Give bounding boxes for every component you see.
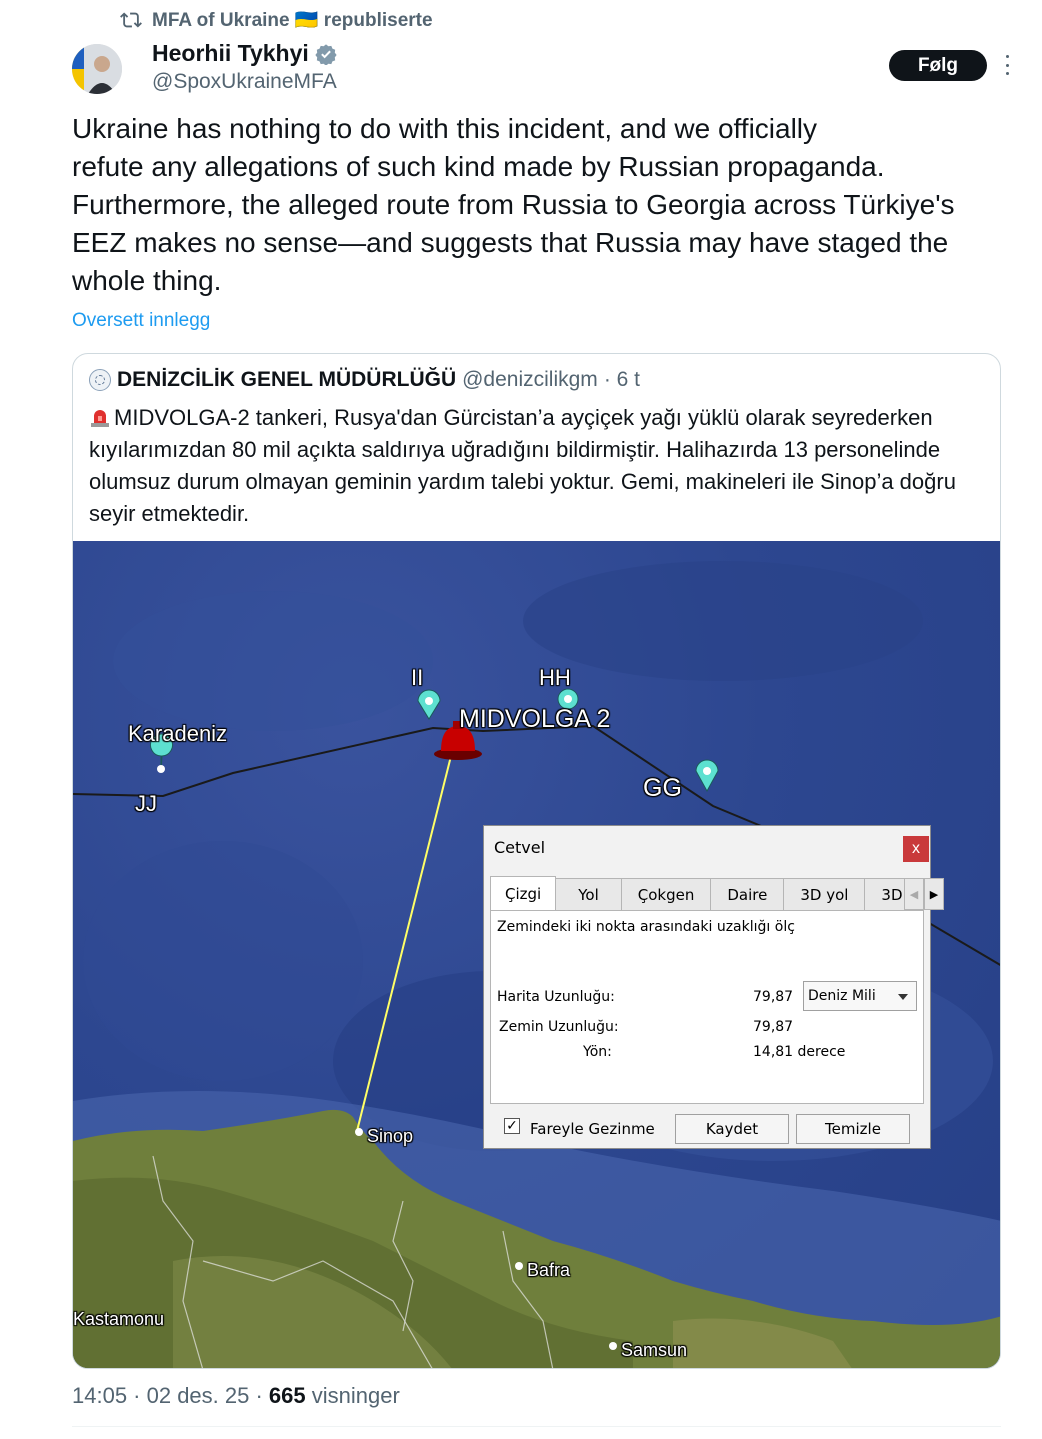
chevron-left-icon[interactable]: ◀: [904, 878, 924, 910]
map-image[interactable]: [73, 541, 1001, 1369]
tweet-text: Ukraine has nothing to do with this incident, and we officially refute any allegations of such kind made by Russian propaganda. Furthermore, the alleged route from Russia to Georgia across Türkiye's EEZ makes no sense—and suggests that Russia may have staged the whole thing.: [72, 113, 955, 296]
tab-scroll: [904, 878, 944, 910]
quoted-avatar: [89, 369, 111, 391]
map-length-label: Harita Uzunluğu:: [497, 989, 615, 1005]
unit-select-value: Deniz Mili: [808, 988, 876, 1004]
repost-icon: [120, 9, 142, 31]
map-length-value: 79,87: [753, 989, 794, 1005]
map-label-jj: JJ: [135, 791, 157, 816]
view-count-label: visninger: [305, 1383, 400, 1408]
ruler-description: Zemindeki iki nokta arasındaki uzaklığı ölç: [497, 919, 795, 935]
map-label-midvolga: MIDVOLGA 2: [459, 705, 611, 733]
ground-length-label: Zemin Uzunluğu:: [499, 1019, 619, 1035]
avatar[interactable]: [72, 44, 122, 94]
close-icon[interactable]: x: [903, 836, 929, 862]
repost-text[interactable]: MFA of Ukraine 🇺🇦 republiserte: [152, 10, 433, 31]
mouse-navigation-label[interactable]: Fareyle Gezinme: [530, 1120, 655, 1138]
ruler-dialog-title: Cetvel: [494, 838, 546, 857]
tab-3d-path[interactable]: 3D yol: [783, 878, 865, 910]
tweet-timestamp[interactable]: 14:05 · 02 des. 25 ·: [72, 1383, 269, 1408]
divider: [72, 1426, 1001, 1427]
ground-length-value: 79,87: [753, 1019, 794, 1035]
chevron-down-icon: [898, 994, 908, 1000]
tab-circle[interactable]: Daire: [710, 878, 784, 910]
tab-3d-polygon[interactable]: 3D: [864, 878, 922, 910]
siren-icon: [89, 406, 111, 428]
quoted-time: · 6 t: [603, 368, 640, 391]
author-name-row[interactable]: [152, 40, 337, 67]
translate-link[interactable]: Oversett innlegg: [72, 310, 211, 331]
view-count: 665: [268, 1383, 306, 1408]
ruler-dialog: [483, 825, 939, 1149]
quoted-tweet-header: [89, 368, 640, 392]
map-label-sinop: Sinop: [367, 1126, 414, 1146]
quoted-tweet[interactable]: [72, 353, 1001, 1369]
map-label-ii: II: [411, 665, 424, 690]
avatar-image: [72, 44, 122, 94]
heading-label: Yön:: [583, 1044, 612, 1060]
author-name[interactable]: Heorhii Tykhyi: [152, 40, 309, 66]
tab-line[interactable]: Çizgi: [490, 876, 556, 910]
quoted-author-handle: @denizcilikgm: [462, 368, 598, 391]
clear-button[interactable]: Temizle: [796, 1114, 910, 1144]
quoted-tweet-text: [89, 402, 989, 530]
author-handle[interactable]: @SpoxUkraineMFA: [152, 70, 337, 93]
more-options-icon[interactable]: [998, 52, 1016, 78]
mouse-navigation-checkbox[interactable]: ✓: [504, 1118, 520, 1134]
map-label-samsun: Samsun: [621, 1340, 688, 1360]
repost-indicator: [120, 8, 433, 32]
quoted-author-name: DENİZCİLİK GENEL MÜDÜRLÜĞÜ: [117, 368, 457, 391]
tab-path[interactable]: Yol: [555, 878, 622, 910]
heading-value: 14,81 derece: [753, 1044, 846, 1060]
chevron-right-icon[interactable]: ▶: [924, 878, 944, 910]
pin-gg[interactable]: [696, 760, 718, 791]
map-label-bafra: Bafra: [527, 1260, 571, 1280]
save-button[interactable]: Kaydet: [675, 1114, 789, 1144]
tweet-footer: [72, 1383, 400, 1409]
pin-ii[interactable]: [418, 690, 440, 719]
follow-button[interactable]: Følg: [889, 50, 987, 81]
map-label-karadeniz: Karadeniz: [128, 721, 228, 746]
quoted-tweet-body: MIDVOLGA-2 tankeri, Rusya'dan Gürcistan’a ayçiçek yağı yüklü olarak seyrederken kıyılarımızdan 80 mil açıkta saldırıya uğradığını bildirmiştir. Halihazırda 13 personelinde olumsuz durum olmayan geminin yardım talebi yoktur. Gemi, makineleri ile Sinop’a doğru seyir etmektedir.: [89, 405, 956, 526]
map-label-hh: HH: [539, 665, 571, 690]
ruler-panel: [490, 910, 924, 1104]
verified-badge-icon: [315, 43, 337, 65]
map-label-gg: GG: [643, 774, 682, 802]
ruler-tabs: [490, 876, 921, 910]
map-label-kastamonu: Kastamonu: [73, 1309, 165, 1329]
tab-polygon[interactable]: Çokgen: [621, 878, 712, 910]
unit-select[interactable]: [803, 981, 917, 1011]
